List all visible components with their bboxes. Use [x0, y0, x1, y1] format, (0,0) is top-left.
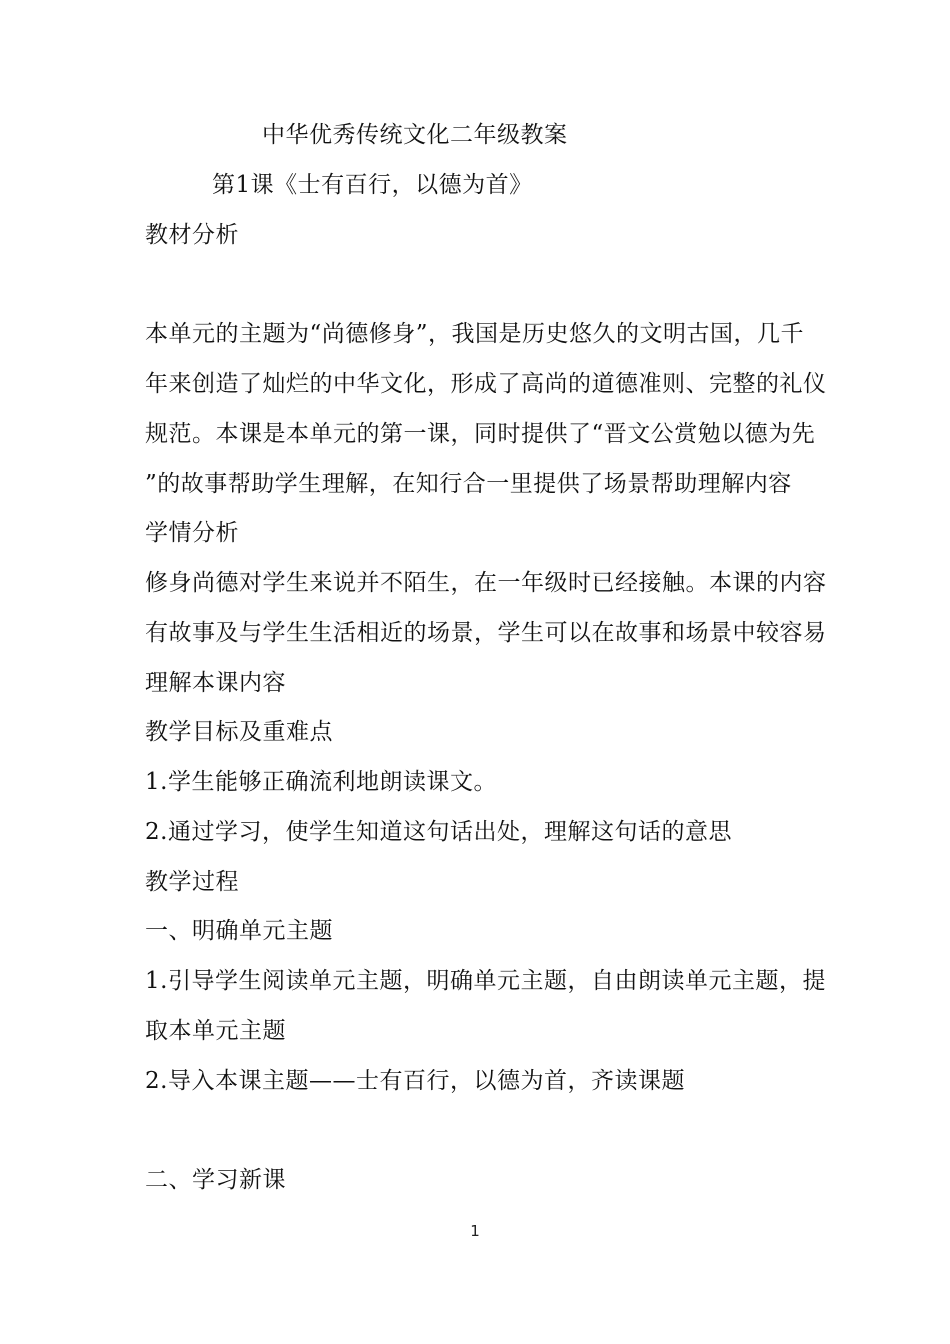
paragraph-line: 有故事及与学生生活相近的场景，学生可以在故事和场景中较容易: [145, 620, 827, 646]
document-title: 中华优秀传统文化二年级教案: [262, 122, 568, 148]
paragraph-line: 理解本课内容: [145, 670, 286, 696]
paragraph-line: 规范。本课是本单元的第一课，同时提供了“晋文公赏勉以德为先: [145, 421, 816, 447]
paragraph-line: 修身尚德对学生来说并不陌生，在一年级时已经接触。本课的内容: [145, 570, 827, 596]
section-heading-student-analysis: 学情分析: [145, 520, 239, 546]
lesson-title: 第1课《士有百行，以德为首》: [212, 172, 533, 198]
paragraph-line: ”的故事帮助学生理解，在知行合一里提供了场景帮助理解内容: [145, 471, 792, 497]
subsection-heading: 一、明确单元主题: [145, 918, 333, 944]
list-item: 1.学生能够正确流利地朗读课文。: [145, 769, 497, 795]
page-number: 1: [470, 1222, 480, 1240]
list-item: 1.引导学生阅读单元主题，明确单元主题，自由朗读单元主题，提: [145, 968, 826, 994]
subsection-heading: 二、学习新课: [145, 1167, 286, 1193]
section-heading-objectives: 教学目标及重难点: [145, 719, 333, 745]
paragraph-line: 年来创造了灿烂的中华文化，形成了高尚的道德准则、完整的礼仪: [145, 371, 827, 397]
section-heading-material-analysis: 教材分析: [145, 222, 239, 248]
list-item: 2.导入本课主题——士有百行，以德为首，齐读课题: [145, 1068, 685, 1094]
list-item: 2.通过学习，使学生知道这句话出处，理解这句话的意思: [145, 819, 732, 845]
paragraph-line: 本单元的主题为“尚德修身”，我国是历史悠久的文明古国，几千: [145, 321, 805, 347]
section-heading-teaching-process: 教学过程: [145, 869, 239, 895]
list-item-continued: 取本单元主题: [145, 1018, 286, 1044]
